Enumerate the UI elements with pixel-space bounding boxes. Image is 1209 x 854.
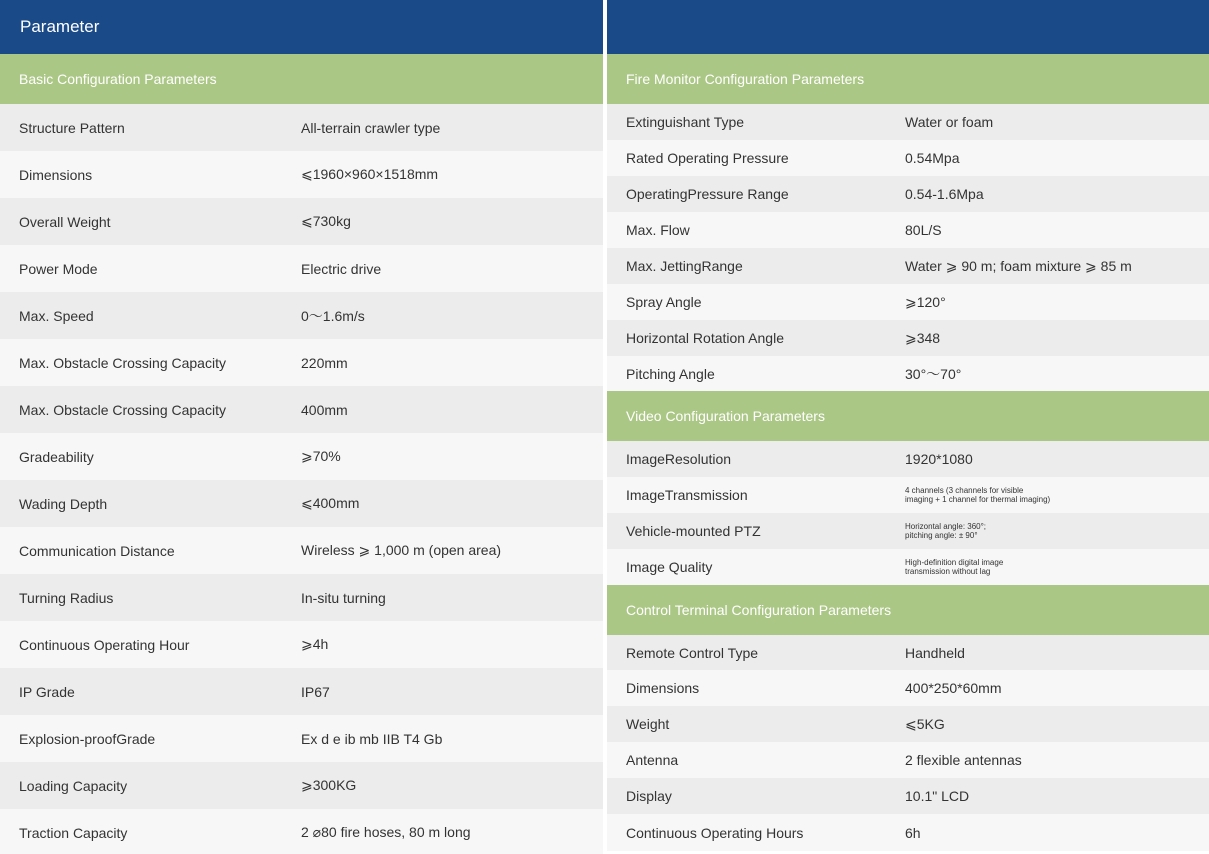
table-row <box>607 248 1209 284</box>
table-row <box>0 292 603 339</box>
table-row <box>607 441 1209 477</box>
param-name: Antenna <box>626 752 679 768</box>
param-value: ⩾4h <box>301 636 329 652</box>
param-value: 2 flexible antennas <box>905 752 1022 768</box>
section-video: Video Configuration Parameters <box>607 391 1209 441</box>
basic-config-panel <box>0 0 603 854</box>
header-bar <box>607 0 1209 54</box>
param-value: Water or foam <box>905 114 994 130</box>
param-name: Wading Depth <box>19 495 108 512</box>
table-row <box>0 715 603 762</box>
param-name: Dimensions <box>19 166 93 183</box>
param-value: Horizontal angle: 360°; pitching angle: ± 90° <box>905 522 987 540</box>
table-row <box>0 386 603 433</box>
param-name: Remote Control Type <box>626 644 759 661</box>
param-name: Overall Weight <box>19 213 111 230</box>
param-value: ⩽1960×960×1518mm <box>301 166 439 182</box>
param-value: Wireless ⩾ 1,000 m (open area) <box>301 542 502 558</box>
table-row <box>0 762 603 809</box>
table-row <box>0 151 603 198</box>
param-value: ⩽400mm <box>301 495 360 511</box>
param-name: Continuous Operating Hours <box>626 824 804 841</box>
param-value: Electric drive <box>301 260 382 277</box>
param-value: 30°～70° <box>905 365 962 382</box>
param-value: Water ⩾ 90 m; foam mixture ⩾ 85 m <box>905 257 1132 274</box>
param-value: High-definition digital image transmission without lag <box>905 558 1004 576</box>
param-value: ⩾348 <box>905 329 941 346</box>
param-name: Continuous Operating Hour <box>19 636 190 653</box>
table-row <box>0 574 603 621</box>
table-row <box>607 706 1209 742</box>
table-row <box>607 549 1209 585</box>
table-row <box>0 527 603 574</box>
param-name: Weight <box>626 716 670 732</box>
table-row <box>607 670 1209 706</box>
table-row <box>607 778 1209 814</box>
table-row <box>0 245 603 292</box>
table-row <box>607 477 1209 513</box>
param-name: Structure Pattern <box>19 119 125 136</box>
param-name: IP Grade <box>19 683 75 700</box>
param-value: 80L/S <box>905 222 942 238</box>
table-row <box>0 480 603 527</box>
table-row <box>0 198 603 245</box>
param-value: ⩾70% <box>301 448 341 464</box>
param-value: 400mm <box>301 401 348 418</box>
param-name: Power Mode <box>19 260 98 277</box>
param-value: ⩽730kg <box>301 213 351 229</box>
param-value: 0.54Mpa <box>905 150 960 166</box>
param-value: 400*250*60mm <box>905 680 1002 696</box>
param-name: Max. JettingRange <box>626 258 743 274</box>
table-row <box>0 433 603 480</box>
table-row <box>607 356 1209 391</box>
param-value: ⩾300KG <box>301 777 357 793</box>
table-row <box>607 513 1209 549</box>
param-name: Rated Operating Pressure <box>626 150 789 166</box>
section-basic-config: Basic Configuration Parameters <box>0 54 603 104</box>
param-name: Image Quality <box>626 559 713 575</box>
param-name: Max. Obstacle Crossing Capacity <box>19 354 226 371</box>
param-name: Communication Distance <box>19 542 175 559</box>
section-control-terminal: Control Terminal Configuration Parameters <box>607 585 1209 635</box>
param-value: 0.54-1.6Mpa <box>905 186 984 202</box>
param-value: 4 channels (3 channels for visible imaging + 1 channel for thermal imaging) <box>905 486 1051 504</box>
param-name: Max. Speed <box>19 307 94 324</box>
param-name: Spray Angle <box>626 294 702 310</box>
param-value: ⩾120° <box>905 293 946 310</box>
param-name: ImageResolution <box>626 451 732 467</box>
table-row <box>607 742 1209 778</box>
param-name: Pitching Angle <box>626 365 715 382</box>
param-name: Gradeability <box>19 448 94 465</box>
table-row <box>607 140 1209 176</box>
table-row <box>607 212 1209 248</box>
table-row <box>607 320 1209 356</box>
page-title: Parameter <box>0 0 603 54</box>
param-name: Traction Capacity <box>19 824 128 841</box>
param-value: Handheld <box>905 644 965 661</box>
param-name: Loading Capacity <box>19 777 128 794</box>
param-name: Turning Radius <box>19 589 114 606</box>
param-value: 1920*1080 <box>905 451 973 467</box>
table-row <box>607 176 1209 212</box>
fire-video-control-panel <box>607 0 1209 851</box>
param-name: ImageTransmission <box>626 487 748 503</box>
param-name: Display <box>626 788 672 804</box>
table-row <box>607 104 1209 140</box>
param-value: 6h <box>905 824 921 841</box>
param-value: ⩽5KG <box>905 715 945 732</box>
param-name: OperatingPressure Range <box>626 186 789 202</box>
param-name: Explosion-proofGrade <box>19 730 156 747</box>
param-value: 220mm <box>301 354 348 371</box>
table-row <box>607 284 1209 320</box>
param-value: IP67 <box>301 683 330 700</box>
table-row <box>607 814 1209 851</box>
param-value: Ex d e ib mb IIB T4 Gb <box>301 730 443 747</box>
param-value: 10.1" LCD <box>905 788 970 804</box>
table-row <box>0 104 603 151</box>
param-value: In-situ turning <box>301 589 386 606</box>
table-row <box>0 668 603 715</box>
param-name: Horizontal Rotation Angle <box>626 330 784 346</box>
table-row <box>0 621 603 668</box>
param-name: Max. Obstacle Crossing Capacity <box>19 401 226 418</box>
section-fire-monitor: Fire Monitor Configuration Parameters <box>607 54 1209 104</box>
param-name: Extinguishant Type <box>626 114 745 130</box>
param-value: 2 ⌀80 fire hoses, 80 m long <box>301 824 471 840</box>
param-name: Dimensions <box>626 680 700 696</box>
param-name: Vehicle-mounted PTZ <box>626 523 761 539</box>
param-value: All-terrain crawler type <box>301 119 441 136</box>
table-row <box>0 339 603 386</box>
table-row <box>607 635 1209 670</box>
param-name: Max. Flow <box>626 222 690 238</box>
param-value: 0～1.6m/s <box>301 307 365 324</box>
table-row <box>0 809 603 854</box>
